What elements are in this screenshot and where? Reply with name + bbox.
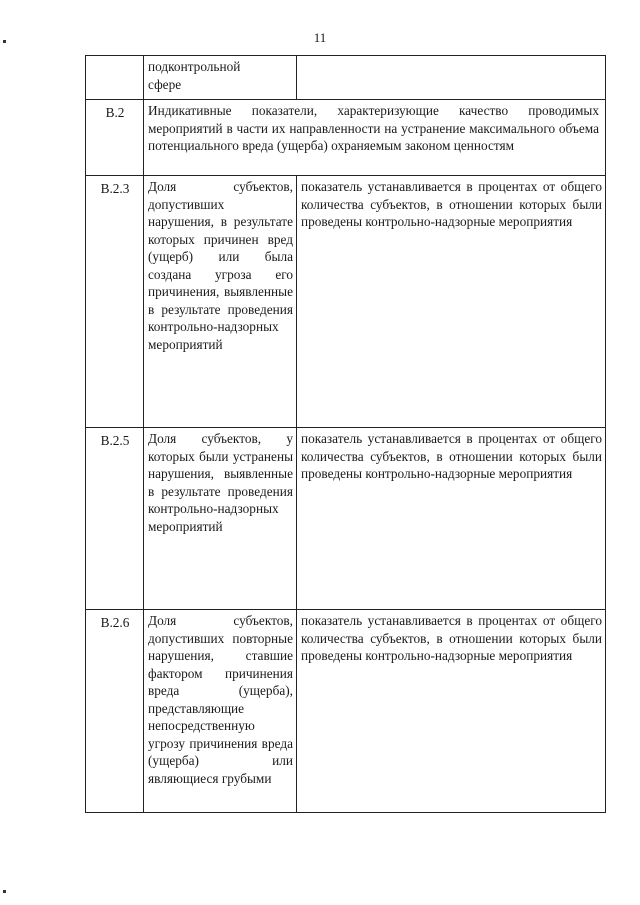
row-description-cell — [297, 428, 606, 610]
table-row — [86, 56, 606, 100]
indicators-table — [85, 55, 606, 813]
row-name: Доля субъектов, допустивших нарушения, в результате которых причинен вред (ущерб) или была создана угроза его причинения, выявленные в результате проведения контрольно-надзорных мероприятий — [148, 179, 293, 352]
table-row — [86, 610, 606, 813]
scan-mark-bottom — [3, 890, 6, 893]
row-description: показатель устанавливается в процентах от общего количества субъектов, в отношении которых были проведены контрольно-надзорные мероприятия — [301, 613, 602, 663]
row-code-cell — [86, 176, 144, 428]
row-name-cell — [144, 176, 297, 428]
row-description-cell — [297, 610, 606, 813]
section-title-cell — [144, 100, 606, 176]
row-name-cell — [144, 428, 297, 610]
section-code-cell — [86, 100, 144, 176]
table-row — [86, 176, 606, 428]
row-name: Доля субъектов, у которых были устранены нарушения, выявленные в результате проведения контрольно-надзорных мероприятий — [148, 431, 293, 534]
row-name-cell — [144, 610, 297, 813]
row-description-cell — [297, 176, 606, 428]
section-code: В.2 — [105, 105, 125, 120]
row-code-cell — [86, 428, 144, 610]
row-code: В.2.3 — [100, 181, 130, 196]
row-name: Доля субъектов, допустивших повторные нарушения, ставшие фактором причинения вреда (ущерба), представляющие непосредственную угрозу причинения вреда (ущерба) или являющиеся грубыми — [148, 613, 293, 786]
row-code-cell — [86, 56, 144, 100]
row-code-cell — [86, 610, 144, 813]
page-number: 11 — [313, 30, 327, 45]
row-name-cell — [144, 56, 297, 100]
row-description-cell — [297, 56, 606, 100]
row-description: показатель устанавливается в процентах от общего количества субъектов, в отношении которых были проведены контрольно-надзорные мероприятия — [301, 431, 602, 481]
section-title: Индикативные показатели, характеризующие качество проводимых мероприятий в части их направленности на устранение максимального объема потенциального вреда (ущерба) охраняемым законом ценностям — [148, 103, 599, 153]
section-row — [86, 100, 606, 176]
row-code: В.2.6 — [100, 615, 130, 630]
table-row — [86, 428, 606, 610]
scan-mark-top — [3, 40, 6, 43]
row-description: показатель устанавливается в процентах от общего количества субъектов, в отношении которых были проведены контрольно-надзорные мероприятия — [301, 179, 602, 229]
row-code: В.2.5 — [100, 433, 130, 448]
row-name: подконтрольной сфере — [148, 59, 241, 92]
